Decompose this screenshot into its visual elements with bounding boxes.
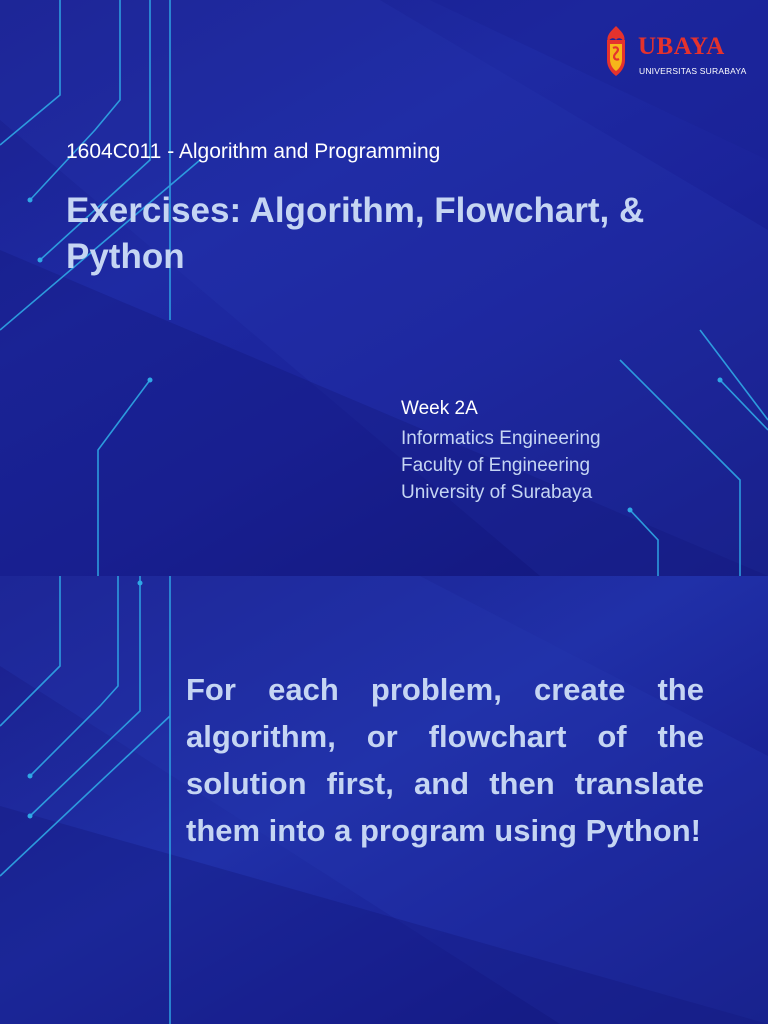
logo-subtitle: UNIVERSITAS SURABAYA [639, 66, 747, 76]
ubaya-emblem-icon [598, 24, 634, 78]
slide-main-title: Exercises: Algorithm, Flowchart, & Python [66, 191, 645, 276]
university-line: University of Surabaya [401, 482, 593, 503]
faculty-line: Faculty of Engineering [401, 455, 591, 476]
instruction-text: For each problem, create the algorithm, or flowchart of the solution first, and then translate them into a program using Python! [186, 672, 704, 848]
ubaya-logo [598, 24, 747, 80]
logo-name: UBAYA [638, 33, 725, 60]
week-label: Week 2A [401, 398, 478, 419]
slide-details [401, 395, 731, 506]
department-line: Informatics Engineering [401, 428, 601, 449]
course-code: 1604C011 - Algorithm and Programming [66, 140, 441, 163]
slide-instruction [0, 576, 768, 1024]
